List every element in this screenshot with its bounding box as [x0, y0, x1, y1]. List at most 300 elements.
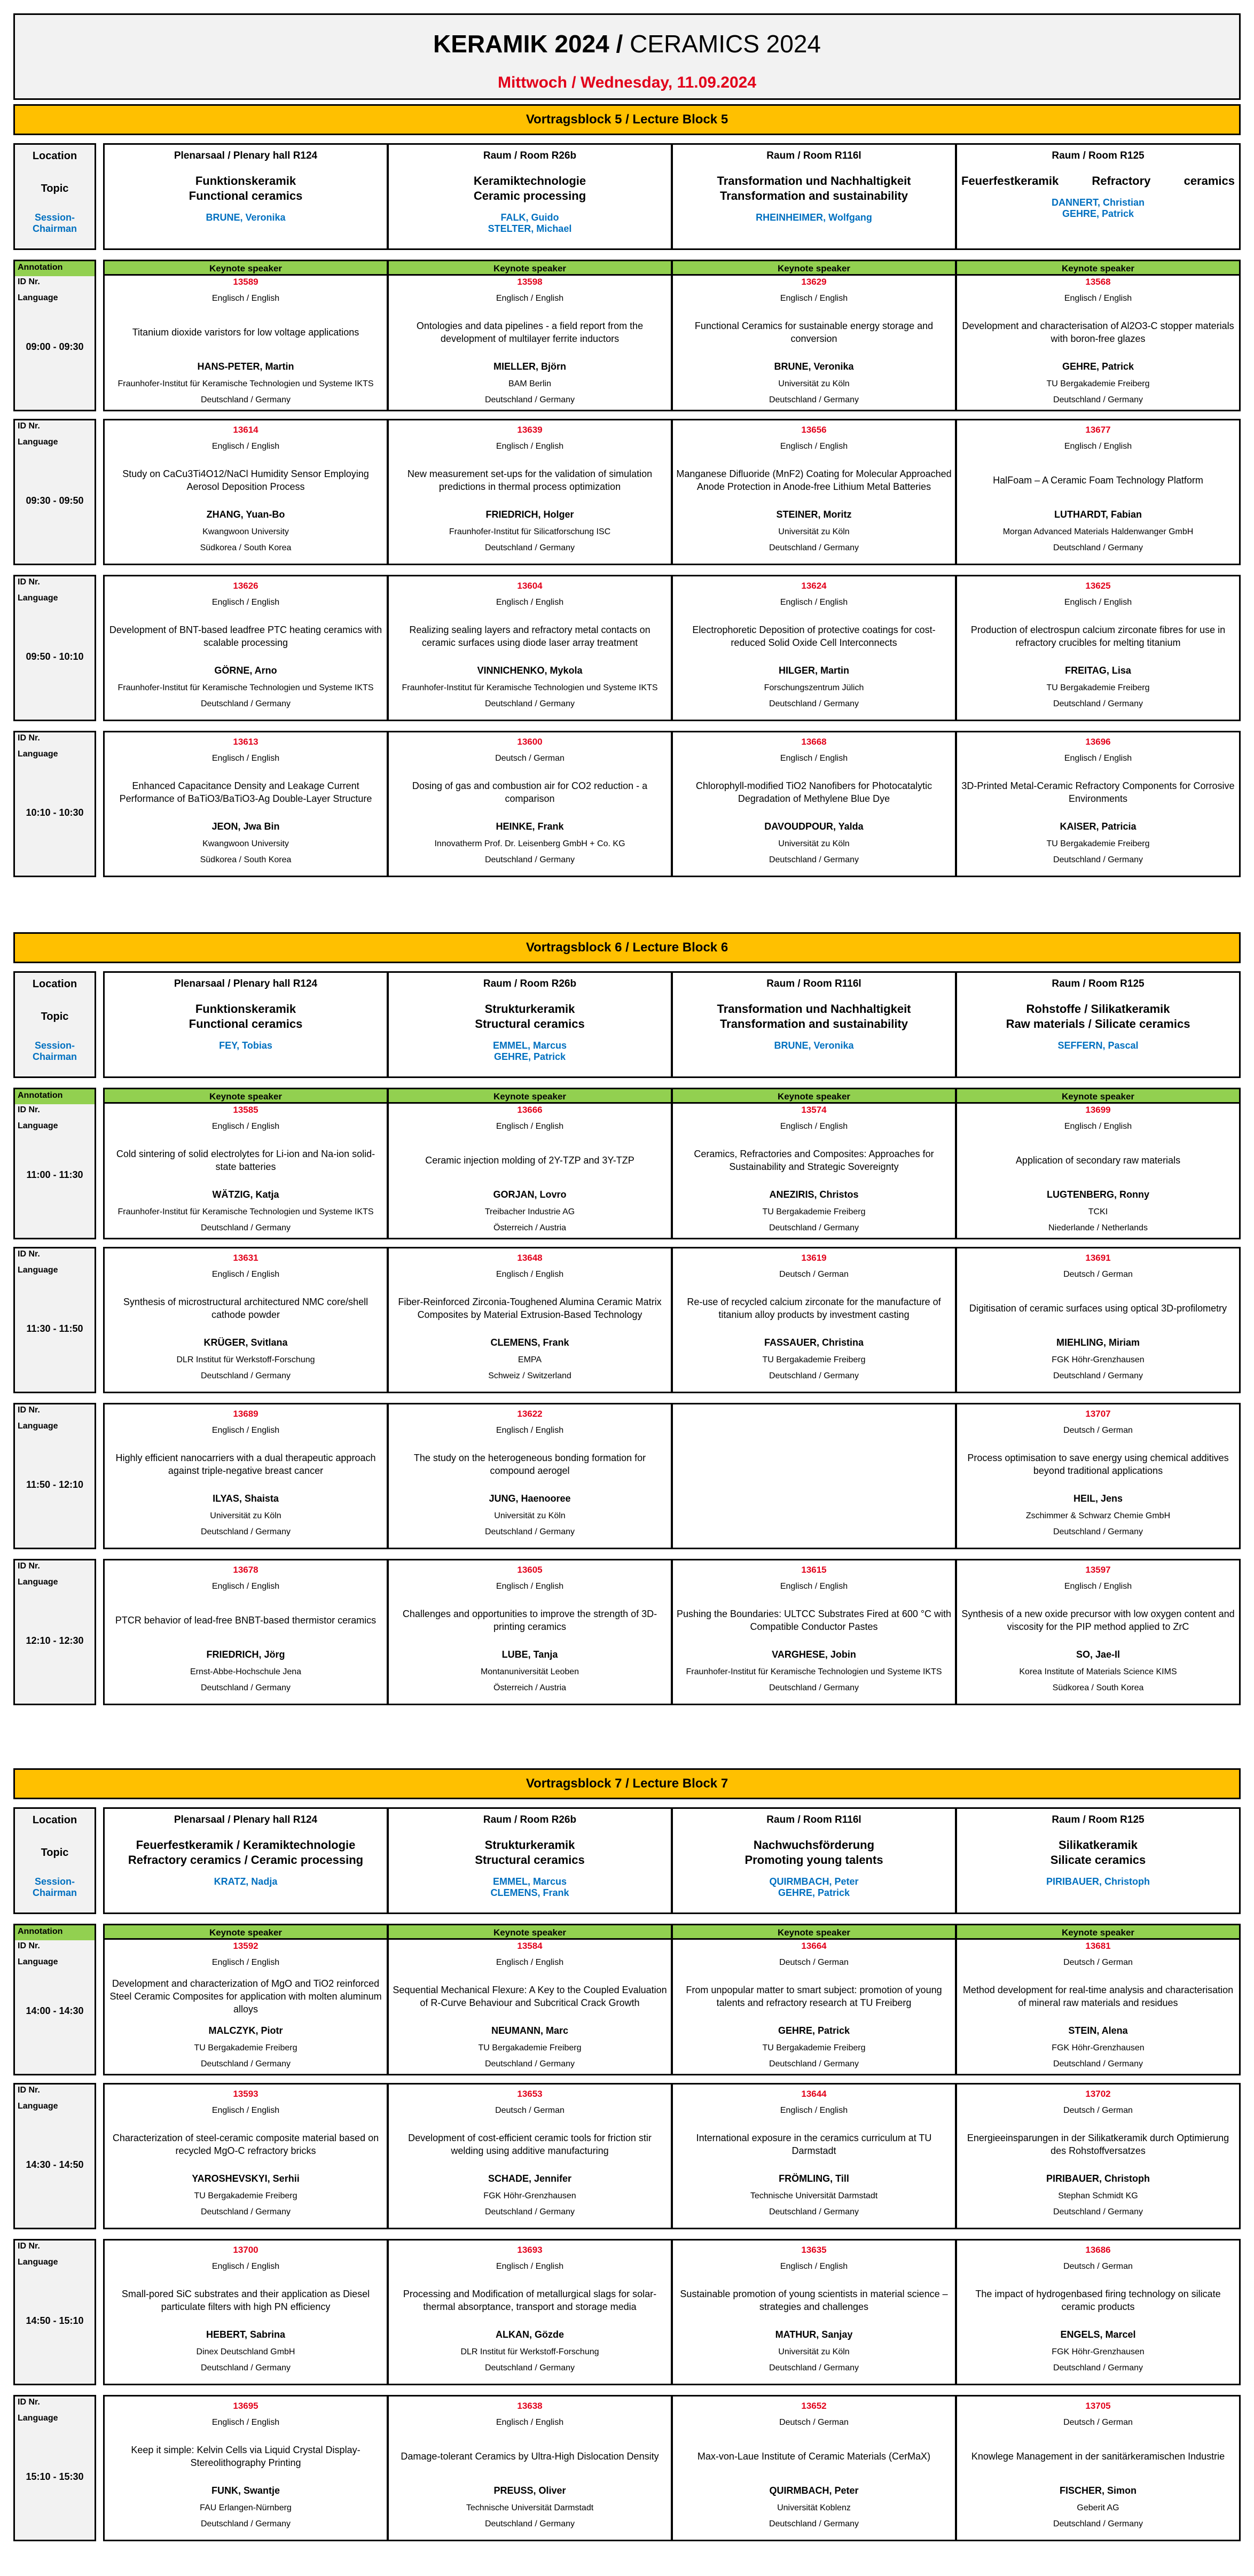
speaker-institution: Universität zu Köln: [210, 1511, 281, 1520]
speaker-name: PREUSS, Oliver: [493, 2485, 566, 2496]
speaker-name: MALCZYK, Piotr: [208, 2025, 283, 2036]
speaker-name: HEBERT, Sabrina: [206, 2329, 286, 2340]
talk-language: Englisch / English: [780, 754, 848, 763]
talk-title: Synthesis of a new oxide precursor with low oxygen content and viscosity for the PIP method applied to ZrC: [961, 1609, 1235, 1632]
time-slot: 09:30 - 09:50: [26, 495, 84, 506]
talk-cell: [387, 1247, 672, 1393]
talk-language: Deutsch / German: [779, 1958, 849, 1967]
talk-title: Ontologies and data pipelines - a field report from the development of multilayer ferrite inductors: [416, 321, 644, 344]
speaker-name: [673, 1493, 955, 1508]
speaker-country: Deutschland / Germany: [1053, 1527, 1143, 1536]
talk-id: 13625: [1085, 581, 1111, 591]
talk-title: Ceramics, Refractories and Composites: Approaches for Sustainability and Strategic Sovereignty: [694, 1149, 934, 1172]
session-topic: Rohstoffe / Silikatkeramik Raw materials / Silicate ceramics: [1006, 1002, 1190, 1031]
talk-language: Englisch / English: [780, 598, 848, 607]
talk-id: 13689: [233, 1409, 258, 1419]
speaker-country: Deutschland / Germany: [1053, 2519, 1143, 2528]
talk-cell: [103, 1403, 388, 1549]
speaker-country: Deutschland / Germany: [484, 1527, 575, 1536]
id-number-label: ID Nr.: [18, 733, 40, 743]
talk-cell: [955, 419, 1241, 565]
talk-title: Challenges and opportunities to improve the strength of 3D-printing ceramics: [402, 1609, 657, 1632]
talk-id: 13653: [517, 2089, 543, 2099]
speaker-institution: FGK Höhr-Grenzhausen: [1052, 2347, 1145, 2356]
talk-cell: [387, 575, 672, 721]
speaker-country: Deutschland / Germany: [1053, 395, 1143, 404]
room-header-row: [13, 1807, 1241, 1914]
speaker-name: FREITAG, Lisa: [1065, 665, 1131, 676]
speaker-institution: Universität zu Köln: [778, 527, 850, 536]
talk-title: Process optimisation to save energy using chemical additives beyond traditional applications: [967, 1453, 1229, 1476]
time-slot-row: [13, 1403, 1241, 1549]
talk-title: Application of secondary raw materials: [1015, 1155, 1181, 1166]
talk-cell: [955, 1247, 1241, 1393]
speaker-institution: FGK Höhr-Grenzhausen: [483, 2191, 576, 2200]
talk-cell: [103, 575, 388, 721]
speaker-country: Deutschland / Germany: [769, 2363, 859, 2372]
talk-title: Sequential Mechanical Flexure: A Key to the Coupled Evaluation of R-Curve Behaviour and Subcritical Crack Growth: [393, 1985, 667, 2008]
room-column-header: [387, 971, 672, 1078]
language-label: Language: [18, 2414, 58, 2423]
speaker-country: [673, 1524, 955, 1540]
time-slot: 09:50 - 10:10: [26, 651, 84, 662]
time-slot-row: [13, 2239, 1241, 2385]
talk-cell: [103, 1088, 388, 1239]
talk-title: Development and characterisation of Al2O3-C stopper materials with boron-free glazes: [962, 321, 1234, 344]
talk-language: Englisch / English: [496, 1582, 564, 1591]
talk-language: Deutsch / German: [1063, 1270, 1133, 1279]
session-chair: BRUNE, Veronika: [774, 1040, 854, 1051]
talk-language: Englisch / English: [780, 1122, 848, 1131]
talk-language: Deutsch / German: [495, 2106, 565, 2115]
session-chair: DANNERT, Christian GEHRE, Patrick: [1051, 197, 1145, 219]
talk-cell: [671, 2239, 957, 2385]
speaker-name: GEHRE, Patrick: [1062, 361, 1134, 372]
keynote-badge: Keynote speaker: [673, 261, 955, 276]
speaker-name: CLEMENS, Frank: [490, 1337, 569, 1348]
session-topic: Keramiktechnologie Ceramic processing: [473, 174, 586, 202]
session-topic: Funktionskeramik Functional ceramics: [189, 1002, 303, 1031]
room-name: Raum / Room R26b: [483, 150, 577, 161]
speaker-institution: Fraunhofer-Institut für Keramische Technologien und Systeme IKTS: [402, 683, 658, 692]
speaker-country: Deutschland / Germany: [484, 855, 575, 864]
speaker-institution: DLR Institut für Werkstoff-Forschung: [460, 2347, 599, 2356]
speaker-country: Deutschland / Germany: [484, 2207, 575, 2216]
speaker-country: Deutschland / Germany: [484, 699, 575, 708]
talk-id: 13613: [233, 737, 258, 747]
talk-id: 13678: [233, 1565, 258, 1575]
talk-title: Keep it simple: Kelvin Cells via Liquid Crystal Display-Stereolithography Printing: [131, 2445, 360, 2468]
room-name: Raum / Room R116l: [766, 150, 861, 161]
session-chair: RHEINHEIMER, Wolfgang: [756, 212, 872, 223]
row-label-panel: [13, 143, 96, 250]
session-topic: Funktionskeramik Functional ceramics: [189, 174, 303, 202]
talk-cell: [387, 2395, 672, 2541]
talk-cell: [671, 2083, 957, 2229]
talk-title: Titanium dioxide varistors for low voltage applications: [132, 327, 359, 338]
room-column-header: [671, 1807, 957, 1914]
talk-cell: [671, 1403, 957, 1549]
talk-language: Englisch / English: [1064, 1582, 1132, 1591]
speaker-country: Deutschland / Germany: [769, 699, 859, 708]
talk-title: Study on CaCu3Ti4O12/NaCl Humidity Sensor Employing Aerosol Deposition Process: [122, 469, 369, 492]
speaker-name: LUBE, Tanja: [501, 1649, 558, 1660]
time-slot-row: [13, 731, 1241, 877]
speaker-name: ENGELS, Marcel: [1060, 2329, 1136, 2340]
talk-title: Dosing of gas and combustion air for CO2 reduction - a comparison: [412, 780, 648, 804]
language-label: Language: [18, 1121, 58, 1130]
speaker-name: YAROSHEVSKYI, Serhii: [192, 2173, 300, 2184]
keynote-badge: Keynote speaker: [957, 1089, 1239, 1104]
room-name: Raum / Room R26b: [483, 978, 577, 989]
speaker-institution: Korea Institute of Materials Science KIMS: [1019, 1667, 1177, 1676]
talk-language: Deutsch / German: [1063, 2262, 1133, 2271]
speaker-name: STEIN, Alena: [1068, 2025, 1128, 2036]
talk-title: Functional Ceramics for sustainable energy storage and conversion: [694, 321, 934, 344]
slot-label-panel: [13, 2239, 96, 2385]
speaker-country: Deutschland / Germany: [484, 2059, 575, 2068]
keynote-badge: Keynote speaker: [105, 261, 387, 276]
talk-cell: [387, 260, 672, 411]
speaker-institution: Montanuniversität Leoben: [480, 1667, 579, 1676]
speaker-institution: FGK Höhr-Grenzhausen: [1052, 2043, 1145, 2052]
time-slot: 15:10 - 15:30: [26, 2471, 84, 2482]
talk-title: [673, 1439, 955, 1490]
time-slot-row: [13, 1088, 1241, 1239]
keynote-badge: Keynote speaker: [673, 1089, 955, 1104]
speaker-name: HEIL, Jens: [1073, 1493, 1123, 1504]
talk-cell: [387, 1088, 672, 1239]
page-header: [13, 13, 1241, 100]
talk-cell: [671, 419, 957, 565]
speaker-name: HILGER, Martin: [778, 665, 849, 676]
talk-id: 13638: [517, 2401, 543, 2411]
session-chair: QUIRMBACH, Peter GEHRE, Patrick: [769, 1876, 859, 1898]
talk-cell: [103, 2239, 388, 2385]
talk-title: Processing and Modification of metallurgical slags for solar-thermal absorptance, transport and storage media: [403, 2289, 657, 2312]
slot-label-panel: [13, 419, 96, 565]
talk-title: Cold sintering of solid electrolytes for Li-ion and Na-ion solid-state batteries: [116, 1149, 375, 1172]
topic-label: Topic: [41, 1011, 69, 1022]
session-chair: FALK, Guido STELTER, Michael: [488, 212, 572, 234]
id-number-label: ID Nr.: [18, 277, 40, 286]
talk-cell: [387, 1559, 672, 1705]
talk-cell: [671, 1559, 957, 1705]
language-label: Language: [18, 1578, 58, 1587]
keynote-badge: Keynote speaker: [389, 1925, 671, 1940]
talk-cell: [103, 1924, 388, 2075]
speaker-name: JUNG, Haenooree: [489, 1493, 571, 1504]
talk-cell: [671, 260, 957, 411]
speaker-name: LUTHARDT, Fabian: [1054, 509, 1142, 520]
talk-title: Small-pored SiC substrates and their application as Diesel particulate filters with high PN efficiency: [121, 2289, 370, 2312]
talk-language: Englisch / English: [780, 2106, 848, 2115]
speaker-institution: Ernst-Abbe-Hochschule Jena: [190, 1667, 302, 1676]
talk-cell: [671, 1247, 957, 1393]
id-number-label: ID Nr.: [18, 577, 40, 587]
talk-language: Englisch / English: [211, 598, 280, 607]
speaker-institution: Kwangwoon University: [202, 527, 289, 536]
talk-id: 13626: [233, 581, 258, 591]
talk-cell: [955, 260, 1241, 411]
talk-title: Development of BNT-based leadfree PTC heating ceramics with scalable processing: [109, 625, 382, 648]
session-chair: KRATZ, Nadja: [214, 1876, 278, 1887]
speaker-country: Deutschland / Germany: [200, 2519, 291, 2528]
talk-title: Highly efficient nanocarriers with a dual therapeutic approach against triple-negative breast cancer: [115, 1453, 376, 1476]
talk-language: Englisch / English: [211, 2418, 280, 2427]
talk-cell: [103, 2395, 388, 2541]
speaker-name: QUIRMBACH, Peter: [769, 2485, 859, 2496]
speaker-country: Österreich / Austria: [493, 1683, 567, 1692]
talk-language: Deutsch / German: [779, 1270, 849, 1279]
room-column-header: [955, 971, 1241, 1078]
speaker-country: Deutschland / Germany: [200, 1371, 291, 1380]
session-topic: Feuerfestkeramik Refractory ceramics: [961, 174, 1235, 188]
talk-language: Deutsch / German: [1063, 2418, 1133, 2427]
speaker-name: BRUNE, Veronika: [774, 361, 854, 372]
slot-label-panel: [13, 1403, 96, 1549]
speaker-institution: Stephan Schmidt KG: [1058, 2191, 1138, 2200]
speaker-country: Deutschland / Germany: [200, 2207, 291, 2216]
talk-language: Englisch / English: [496, 1270, 564, 1279]
slot-label-panel: [13, 2083, 96, 2229]
talk-language: Englisch / English: [211, 1122, 280, 1131]
talk-language: Deutsch / German: [495, 754, 565, 763]
room-column-header: [103, 971, 388, 1078]
session-topic: Nachwuchsförderung Promoting young talents: [744, 1838, 883, 1867]
speaker-name: DAVOUDPOUR, Yalda: [764, 821, 864, 832]
talk-cell: [103, 731, 388, 877]
talk-title: Characterization of steel-ceramic composite material based on recycled MgO-C refractory bricks: [112, 2133, 379, 2156]
id-number-label: ID Nr.: [18, 1105, 40, 1114]
page-title: KERAMIK 2024 / CERAMICS 2024: [433, 30, 821, 58]
talk-id: 13668: [801, 737, 827, 747]
talk-language: Englisch / English: [496, 294, 564, 303]
talk-cell: [955, 731, 1241, 877]
talk-language: Englisch / English: [496, 1426, 564, 1435]
speaker-name: GORJAN, Lovro: [493, 1189, 567, 1200]
room-name: Raum / Room R125: [1052, 150, 1145, 161]
speaker-country: Deutschland / Germany: [769, 543, 859, 552]
speaker-country: Deutschland / Germany: [200, 1527, 291, 1536]
speaker-institution: Technische Universität Darmstadt: [750, 2191, 878, 2200]
time-slot-row: [13, 2083, 1241, 2229]
block-title-bar: Vortragsblock 5 / Lecture Block 5: [13, 104, 1241, 135]
speaker-country: Schweiz / Switzerland: [488, 1371, 571, 1380]
talk-language: Englisch / English: [496, 598, 564, 607]
language-label: Language: [18, 293, 58, 302]
speaker-country: Deutschland / Germany: [1053, 543, 1143, 552]
talk-language: Englisch / English: [211, 754, 280, 763]
id-number-label: ID Nr.: [18, 2086, 40, 2095]
speaker-institution: Dinex Deutschland GmbH: [196, 2347, 295, 2356]
language-label: Language: [18, 438, 58, 447]
speaker-institution: Universität Koblenz: [777, 2503, 851, 2512]
speaker-institution: TCKI: [1088, 1207, 1108, 1216]
talk-cell: [955, 2239, 1241, 2385]
talk-id: 13605: [517, 1565, 543, 1575]
talk-language: Englisch / English: [211, 2106, 280, 2115]
speaker-name: FRIEDRICH, Jörg: [206, 1649, 285, 1660]
talk-title: Ceramic injection molding of 2Y-TZP and 3Y-TZP: [425, 1155, 634, 1166]
talk-language: Englisch / English: [1064, 1122, 1132, 1131]
room-column-header: [955, 143, 1241, 250]
session-chair: FEY, Tobias: [219, 1040, 272, 1051]
room-name: Raum / Room R116l: [766, 978, 861, 989]
room-name: Raum / Room R125: [1052, 978, 1145, 989]
talk-id: 13648: [517, 1253, 543, 1263]
speaker-institution: Fraunhofer-Institut für Keramische Technologien und Systeme IKTS: [117, 1207, 374, 1216]
talk-id: 13593: [233, 2089, 258, 2099]
speaker-name: FRÖMLING, Till: [779, 2173, 849, 2184]
speaker-country: Deutschland / Germany: [484, 543, 575, 552]
speaker-institution: FGK Höhr-Grenzhausen: [1052, 1355, 1145, 1364]
speaker-institution: Universität zu Köln: [778, 379, 850, 388]
speaker-country: Deutschland / Germany: [1053, 1371, 1143, 1380]
speaker-name: VINNICHENKO, Mykola: [477, 665, 583, 676]
room-column-header: [103, 1807, 388, 1914]
speaker-name: ZHANG, Yuan-Bo: [206, 509, 285, 520]
talk-title: Realizing sealing layers and refractory metal contacts on ceramic surfaces using diode laser array treatment: [409, 625, 650, 648]
speaker-name: NEUMANN, Marc: [491, 2025, 569, 2036]
talk-title: Energieeinsparungen in der Silikatkeramik durch Optimierung des Rohstoffversatzes: [967, 2133, 1229, 2156]
talk-id: 13666: [517, 1105, 543, 1115]
talk-cell: [387, 2083, 672, 2229]
speaker-institution: TU Bergakademie Freiberg: [1046, 683, 1150, 692]
language-label: Language: [18, 1957, 58, 1966]
time-slot-row: [13, 1924, 1241, 2075]
time-slot-row: [13, 419, 1241, 565]
talk-title: Enhanced Capacitance Density and Leakage Current Performance of BaTiO3/BaTiO3-Ag Double-Layer Structure: [119, 780, 372, 804]
speaker-institution: TU Bergakademie Freiberg: [194, 2191, 297, 2200]
talk-id: 13695: [233, 2401, 258, 2411]
talk-title: International exposure in the ceramics curriculum at TU Darmstadt: [696, 2133, 932, 2156]
talk-id: 13656: [801, 425, 827, 435]
session-chair-label: Session- Chairman: [32, 212, 77, 234]
speaker-name: FASSAUER, Christina: [764, 1337, 864, 1348]
talk-language: Deutsch / German: [1063, 1426, 1133, 1435]
talk-language: [673, 1426, 955, 1439]
session-grid: [13, 1924, 1241, 2541]
slot-label-panel: [13, 1088, 96, 1239]
talk-cell: [103, 1559, 388, 1705]
talk-id: 13597: [1085, 1565, 1111, 1575]
time-slot: 11:50 - 12:10: [26, 1479, 84, 1490]
speaker-institution: Forschungszentrum Jülich: [764, 683, 864, 692]
talk-language: Englisch / English: [496, 2418, 564, 2427]
event-date: Mittwoch / Wednesday, 11.09.2024: [497, 74, 757, 91]
speaker-institution: [673, 1508, 955, 1524]
speaker-institution: TU Bergakademie Freiberg: [762, 1355, 866, 1364]
slot-label-panel: [13, 1924, 96, 2075]
talk-language: Englisch / English: [496, 442, 564, 451]
talk-id: 13614: [233, 425, 258, 435]
talk-id: 13584: [517, 1941, 543, 1951]
speaker-institution: Technische Universität Darmstadt: [466, 2503, 594, 2512]
speaker-name: SCHADE, Jennifer: [488, 2173, 572, 2184]
time-slot: 12:10 - 12:30: [26, 1635, 84, 1646]
room-name: Plenarsaal / Plenary hall R124: [174, 1814, 318, 1825]
talk-id: 13615: [801, 1565, 827, 1575]
slot-label-panel: [13, 575, 96, 721]
talk-cell: [955, 1924, 1241, 2075]
keynote-badge: Keynote speaker: [389, 261, 671, 276]
speaker-country: Niederlande / Netherlands: [1048, 1223, 1148, 1232]
slot-label-panel: [13, 260, 96, 411]
speaker-country: Deutschland / Germany: [200, 1683, 291, 1692]
talk-id: 13644: [801, 2089, 827, 2099]
slot-label-panel: [13, 1247, 96, 1393]
speaker-institution: TU Bergakademie Freiberg: [1046, 839, 1150, 848]
language-label: Language: [18, 750, 58, 759]
block-title-bar: Vortragsblock 7 / Lecture Block 7: [13, 1768, 1241, 1799]
speaker-country: Deutschland / Germany: [200, 1223, 291, 1232]
talk-id: 13574: [801, 1105, 827, 1115]
talk-cell: [387, 731, 672, 877]
language-label: Language: [18, 2102, 58, 2111]
time-slot: 14:50 - 15:10: [26, 2315, 84, 2326]
session-chair: EMMEL, Marcus GEHRE, Patrick: [492, 1040, 567, 1062]
speaker-name: WÄTZIG, Katja: [212, 1189, 279, 1200]
talk-language: Englisch / English: [211, 1426, 280, 1435]
speaker-institution: Fraunhofer-Institut für Silicatforschung ISC: [449, 527, 611, 536]
topic-label: Topic: [41, 183, 69, 194]
talk-id: 13568: [1085, 277, 1111, 287]
talk-language: Englisch / English: [1064, 294, 1132, 303]
speaker-country: Deutschland / Germany: [200, 699, 291, 708]
talk-title: Chlorophyll-modified TiO2 Nanofibers for Photocatalytic Degradation of Methylene Blue Dye: [695, 780, 932, 804]
speaker-name: MIELLER, Björn: [493, 361, 566, 372]
language-label: Language: [18, 594, 58, 603]
talk-id: 13664: [801, 1941, 827, 1951]
session-chair-label: Session- Chairman: [32, 1876, 77, 1898]
talk-language: Englisch / English: [1064, 442, 1132, 451]
talk-id: 13702: [1085, 2089, 1111, 2099]
speaker-country: Deutschland / Germany: [1053, 855, 1143, 864]
speaker-institution: EMPA: [518, 1355, 542, 1364]
talk-title: Production of electrospun calcium zirconate fibres for use in refractory crucibles for melting titanium: [970, 625, 1226, 648]
time-slot-row: [13, 575, 1241, 721]
speaker-country: Österreich / Austria: [493, 1223, 567, 1232]
session-topic: Strukturkeramik Structural ceramics: [475, 1838, 585, 1867]
speaker-country: Deutschland / Germany: [769, 855, 859, 864]
speaker-country: Deutschland / Germany: [769, 1371, 859, 1380]
time-slot: 11:30 - 11:50: [26, 1323, 83, 1334]
talk-title: PTCR behavior of lead-free BNBT-based thermistor ceramics: [115, 1615, 377, 1626]
speaker-name: FRIEDRICH, Holger: [485, 509, 574, 520]
talk-id: 13604: [517, 581, 543, 591]
id-number-label: ID Nr.: [18, 1941, 40, 1950]
room-column-header: [387, 1807, 672, 1914]
keynote-badge: Keynote speaker: [957, 261, 1239, 276]
talk-title: Synthesis of microstructural architectured NMC core/shell cathode powder: [123, 1297, 369, 1320]
time-slot: 09:00 - 09:30: [26, 341, 84, 352]
talk-cell: [103, 419, 388, 565]
talk-language: Englisch / English: [211, 1582, 280, 1591]
speaker-institution: Universität zu Köln: [778, 839, 850, 848]
talk-id: 13600: [517, 737, 543, 747]
talk-title: New measurement set-ups for the validation of simulation predictions in thermal process optimization: [407, 469, 653, 492]
room-header-row: [13, 971, 1241, 1078]
speaker-institution: Zschimmer & Schwarz Chemie GmbH: [1025, 1511, 1171, 1520]
session-grid: [13, 260, 1241, 877]
talk-id: [673, 1409, 955, 1420]
talk-language: Deutsch / German: [1063, 2106, 1133, 2115]
talk-cell: [103, 1247, 388, 1393]
location-label: Location: [32, 978, 77, 990]
talk-cell: [955, 1088, 1241, 1239]
speaker-institution: Universität zu Köln: [778, 2347, 850, 2356]
